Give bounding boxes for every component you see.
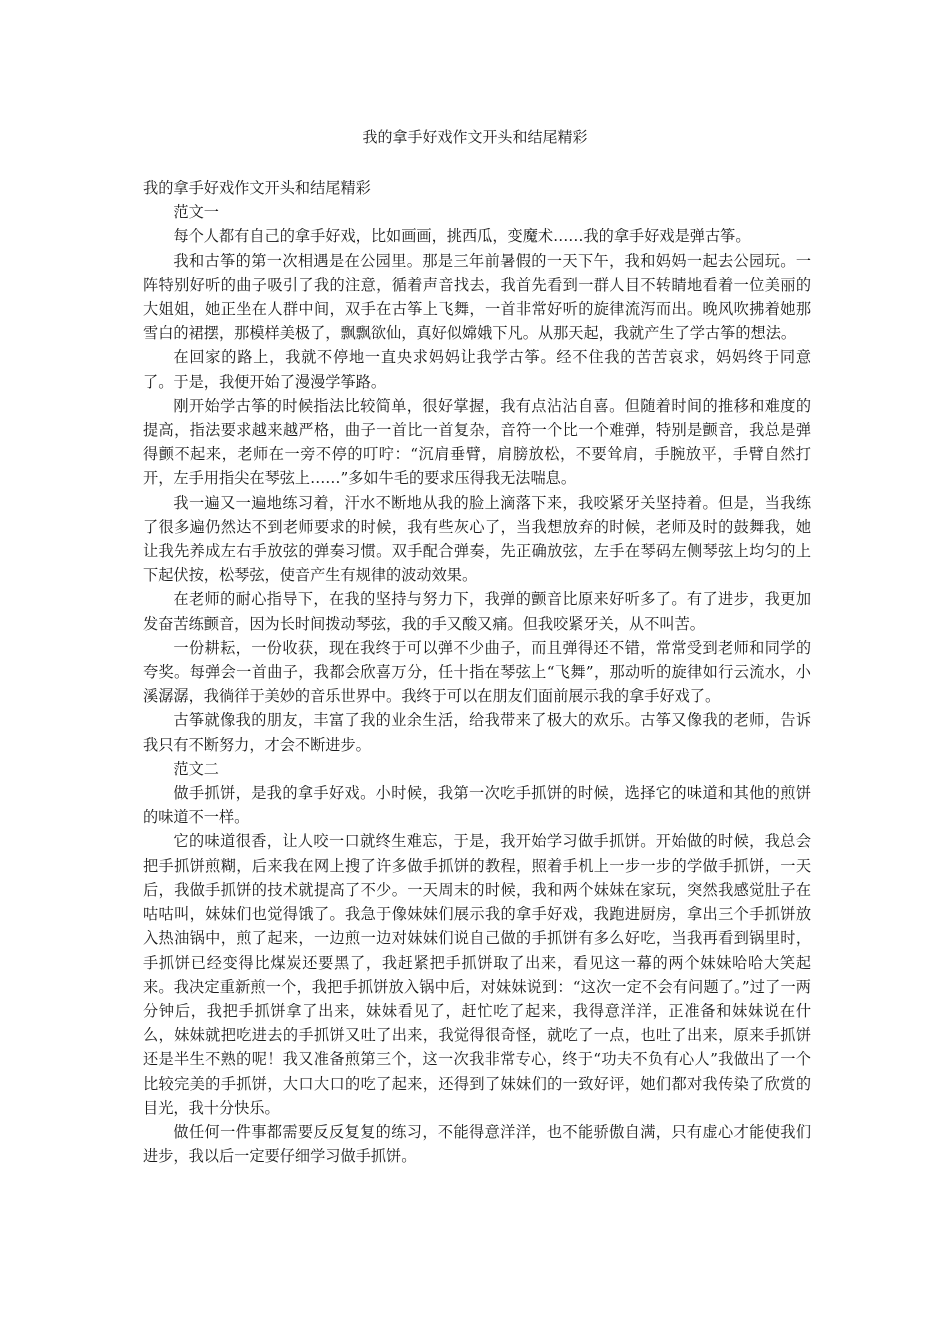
essay-1-paragraph: 在回家的路上，我就不停地一直央求妈妈让我学古筝。经不住我的苦苦哀求，妈妈终于同意了。于是，我便开始了漫漫学筝路。 [143,348,811,391]
essay-2-label: 范文二 [173,759,219,778]
essay-2-paragraph: 做手抓饼，是我的拿手好戏。小时候，我第一次吃手抓饼的时候，选择它的味道和其他的煎饼的味道不一样。 [143,784,811,827]
essay-1-paragraph: 在老师的耐心指导下，在我的坚持与努力下，我弹的颤音比原来好听多了。有了进步，我更加发奋苦练颤音，因为长时间拨动琴弦，我的手又酸又痛。但我咬紧牙关，从不叫苦。 [143,590,811,633]
essay-1-paragraph: 刚开始学古筝的时候指法比较简单，很好掌握，我有点沾沾自喜。但随着时间的推移和难度的提高，指法要求越来越严格，曲子一首比一首复杂，音符一个比一个难弹，特别是颤音，我总是弹得颤不起来，老师在一旁不停的叮咛：“沉肩垂臂，肩膀放松，不要耸肩，手腕放平，手臂自然打开，左手用指尖在琴弦上……”多如牛毛的要求压得我无法喘息。 [143,396,811,488]
essay-1-label: 范文一 [173,203,219,222]
essay-1-paragraph: 古筝就像我的朋友，丰富了我的业余生活，给我带来了极大的欢乐。古筝又像我的老师，告诉我只有不断努力，才会不断进步。 [143,711,811,754]
essay-1-paragraph: 我一遍又一遍地练习着，汗水不断地从我的脸上滴落下来，我咬紧牙关坚持着。但是，当我练了很多遍仍然达不到老师要求的时候，我有些灰心了，当我想放弃的时候，老师及时的鼓舞我，她让我先养成左右手放弦的弹奏习惯。双手配合弹奏，先正确放弦，左手在琴码左侧琴弦上均匀的上下起伏按，松琴弦，使音产生有规律的波动效果。 [143,493,811,585]
essay-1-paragraph: 每个人都有自己的拿手好戏，比如画画，挑西瓜，变魔术……我的拿手好戏是弹古筝。 [173,227,751,246]
essay-2-paragraph: 它的味道很香，让人咬一口就终生难忘，于是，我开始学习做手抓饼。开始做的时候，我总会把手抓饼煎糊，后来我在网上搜了许多做手抓饼的教程，照着手机上一步一步的学做手抓饼，一天后，我做手抓饼的技术就提高了不少。一天周末的时候，我和两个妹妹在家玩，突然我感觉肚子在咕咕叫，妹妹们也觉得饿了。我急于像妹妹们展示我的拿手好戏，我跑进厨房，拿出三个手抓饼放入热油锅中，煎了起来，一边煎一边对妹妹们说自己做的手抓饼有多么好吃，当我再看到锅里时，手抓饼已经变得比煤炭还要黑了，我赶紧把手抓饼取了出来，看见这一幕的两个妹妹哈哈大笑起来。我决定重新煎一个，我把手抓饼放入锅中后，对妹妹说到：“这次一定不会有问题了。”过了一两分钟后，我把手抓饼拿了出来，妹妹看见了，赶忙吃了起来，我得意洋洋，正准备和妹妹说在什么，妹妹就把吃进去的手抓饼又吐了出来，我觉得很奇怪，就吃了一点，也吐了出来，原来手抓饼还是半生不熟的呢！我又准备煎第三个，这一次我非常专心，终于“功夫不负有心人”我做出了一个比较完美的手抓饼，大口大口的吃了起来，还得到了妹妹们的一致好评，她们都对我传染了欣赏的目光，我十分快乐。 [143,832,811,1117]
document-body [143,176,811,1168]
essay-1-paragraph: 我和古筝的第一次相遇是在公园里。那是三年前暑假的一天下午，我和妈妈一起去公园玩。一阵特别好听的曲子吸引了我的注意，循着声音找去，我首先看到一群人目不转睛地看着一位美丽的大姐姐，她正坐在人群中间，双手在古筝上飞舞，一首非常好听的旋律流泻而出。晚风吹拂着她那雪白的裙摆，那模样美极了，飘飘欲仙，真好似嫦娥下凡。从那天起，我就产生了学古筝的想法。 [143,251,811,343]
essay-2-paragraph: 做任何一件事都需要反反复复的练习，不能得意洋洋，也不能骄傲自满，只有虚心才能使我们进步，我以后一定要仔细学习做手抓饼。 [143,1122,811,1166]
essay-1-paragraph: 一份耕耘，一份收获，现在我终于可以弹不少曲子，而且弹得还不错，常常受到老师和同学的夸奖。每弹会一首曲子，我都会欣喜万分，任十指在琴弦上“飞舞”，那动听的旋律如行云流水，小溪潺潺，我徜徉于美妙的音乐世界中。我终于可以在朋友们面前展示我的拿手好戏了。 [143,638,811,706]
document-subtitle: 我的拿手好戏作文开头和结尾精彩 [143,179,371,197]
page-header-title: 我的拿手好戏作文开头和结尾精彩 [362,128,588,146]
